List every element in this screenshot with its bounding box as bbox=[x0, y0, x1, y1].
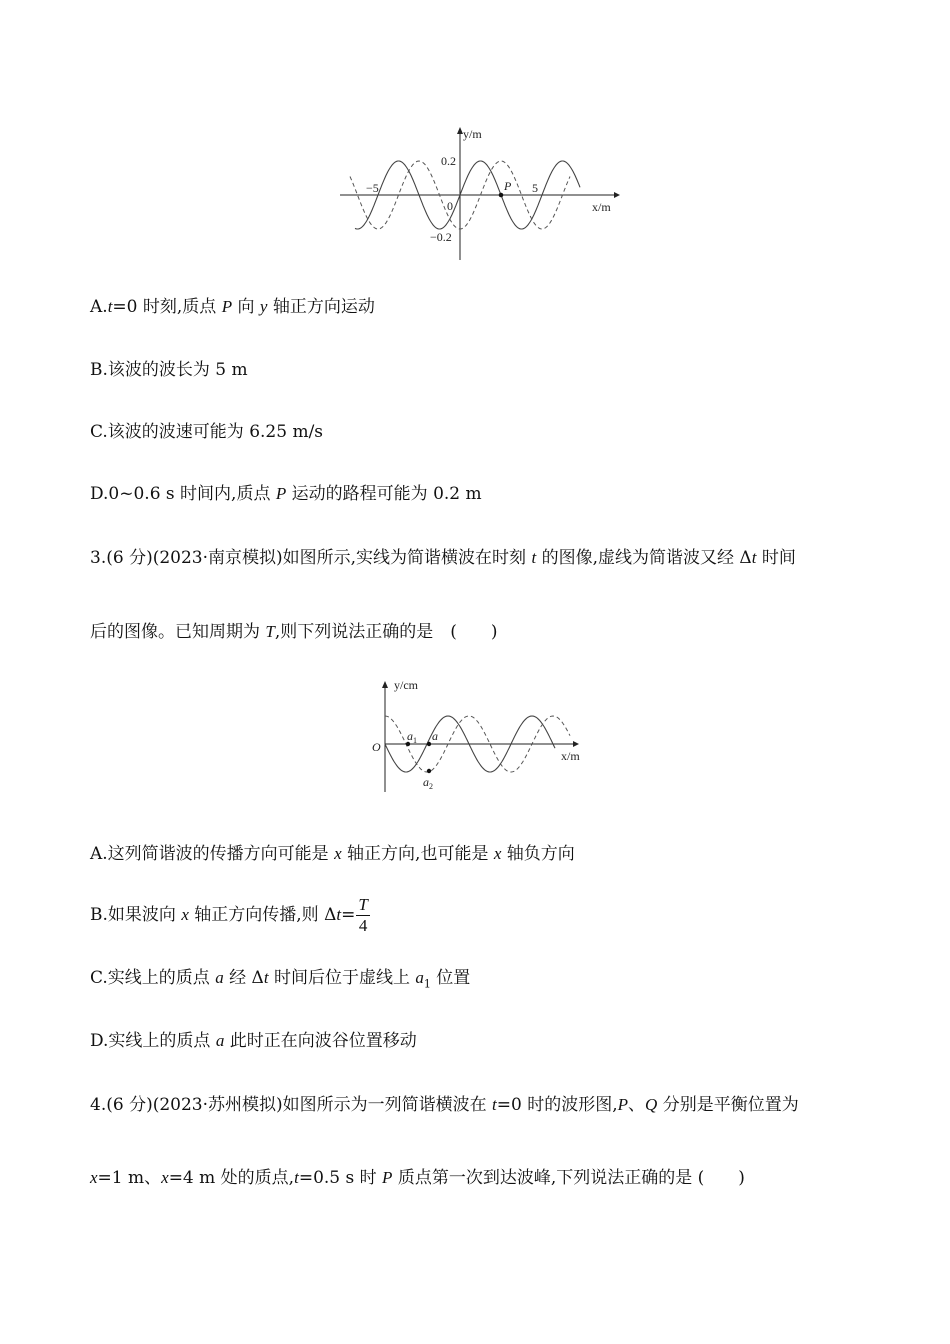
q3-stem-line1: 3.(6 分)(2023·南京模拟)如图所示,实线为简谐横波在时刻 t 的图像,虚线为简谐波又经 Δt 时间 bbox=[90, 548, 796, 568]
q2-option-b[interactable]: B.该波的波长为 5 m bbox=[90, 360, 248, 380]
q3-option-c[interactable]: C.实线上的质点 a 经 Δt 时间后位于虚线上 $a_1$ 位置 bbox=[90, 968, 471, 991]
fig2-label-a2: $a_2$ bbox=[423, 775, 433, 791]
fig1-x-pos: 5 bbox=[532, 181, 538, 195]
fig1-point-p: P bbox=[504, 179, 512, 193]
wave-figure-1 bbox=[330, 120, 630, 265]
fig1-origin: 0 bbox=[447, 199, 453, 213]
q3-option-a[interactable]: A.这列简谐波的传播方向可能是 x 轴正方向,也可能是 x 轴负方向 bbox=[90, 844, 575, 864]
fig1-tick-neg: −0.2 bbox=[430, 230, 452, 244]
q4-stem-line2: x=1 m、x=4 m 处的质点,t=0.5 s 时 P 质点第一次到达波峰,下列说法正确的是 ( ) bbox=[90, 1168, 745, 1188]
q3-stem-line2: 后的图像。已知周期为 T,则下列说法正确的是 ( ) bbox=[90, 622, 498, 642]
fig2-label-a: a bbox=[432, 729, 438, 743]
fig2-origin: O bbox=[372, 740, 381, 754]
q4-stem-line1: 4.(6 分)(2023·苏州模拟)如图所示为一列简谐横波在 t=0 时的波形图,P、Q 分别是平衡位置为 bbox=[90, 1095, 799, 1115]
fig1-x-axis-label: x/m bbox=[592, 200, 611, 214]
fig2-y-axis-label: y/cm bbox=[394, 678, 418, 692]
fraction-t-over-4: $\frac{T}{4}$ bbox=[358, 895, 368, 935]
q3-option-b[interactable]: B.如果波向 x 轴正方向传播,则 Δt= $\frac{T}{4}$ bbox=[90, 895, 368, 935]
wave-figure-2 bbox=[365, 672, 595, 797]
q2-option-a[interactable]: A.t=0 时刻,质点 P 向 y 轴正方向运动 bbox=[90, 297, 375, 317]
q2-option-d[interactable]: D.0~0.6 s 时间内,质点 P 运动的路程可能为 0.2 m bbox=[90, 484, 482, 504]
fig2-x-axis-label: x/m bbox=[561, 749, 580, 763]
q3-option-d[interactable]: D.实线上的质点 a 此时正在向波谷位置移动 bbox=[90, 1031, 417, 1051]
q2-option-c[interactable]: C.该波的波速可能为 6.25 m/s bbox=[90, 422, 324, 442]
fig1-tick-pos: 0.2 bbox=[441, 154, 456, 168]
fig1-y-axis-label: y/m bbox=[463, 127, 482, 141]
fig2-label-a1: $a_1$ bbox=[407, 729, 417, 745]
fig1-x-neg: −5 bbox=[366, 181, 379, 195]
